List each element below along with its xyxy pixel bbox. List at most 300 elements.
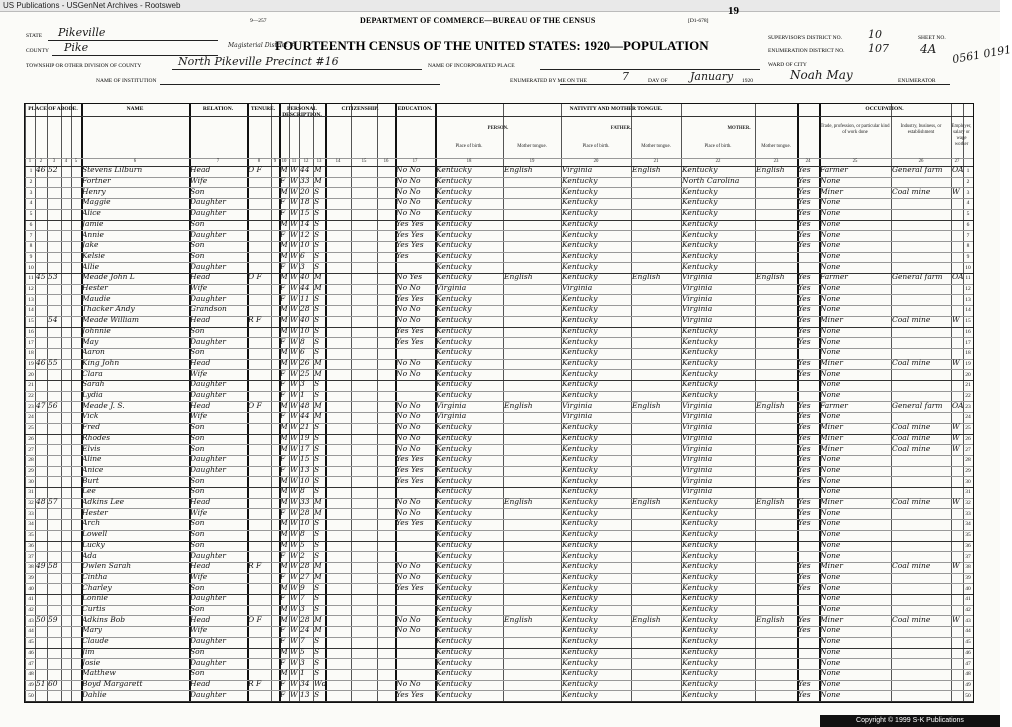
cell-eng: Yes — [798, 614, 811, 624]
cell-sex: F — [280, 379, 286, 389]
cell-read: No No — [396, 283, 421, 293]
cell-house: 46 — [36, 165, 46, 175]
cell-name: Lonnie — [82, 593, 108, 603]
cell-read: No No — [396, 176, 421, 186]
cell-ms: S — [314, 486, 320, 496]
cell-ms: S — [314, 315, 320, 325]
cell-age: 3 — [300, 261, 305, 271]
cell-ind: General farm — [892, 400, 943, 410]
cell-rel: Head — [190, 357, 211, 367]
row-number: 26 — [28, 435, 34, 442]
cell-mpob: Virginia — [682, 486, 713, 496]
cell-pob: Kentucky — [436, 240, 472, 250]
cell-name: Cintha — [82, 571, 108, 581]
cell-name: Meade J. S. — [82, 400, 125, 410]
cell-mpob: Kentucky — [682, 550, 718, 560]
cell-tongue: English — [504, 400, 533, 410]
cell-pob: Kentucky — [436, 261, 472, 271]
cell-ind: Coal mine — [892, 561, 931, 571]
cell-name: Adkins Lee — [82, 497, 125, 507]
occupation-column-header: Trade, profession, or particular kind of work done — [820, 124, 890, 135]
cell-mpob: Kentucky — [682, 539, 718, 549]
cell-ms: S — [314, 250, 320, 260]
cell-pob: Kentucky — [436, 443, 472, 453]
cell-ms: S — [314, 550, 320, 560]
cell-occ: None — [820, 304, 841, 314]
cell-name: Vick — [82, 411, 99, 421]
cell-name: Meade William — [82, 315, 139, 325]
cell-name: Kelsie — [82, 250, 105, 260]
cell-name: King John — [82, 357, 120, 367]
row-number: 3 — [966, 189, 970, 196]
cell-age: 5 — [300, 539, 305, 549]
row-number: 32 — [28, 500, 34, 507]
row-number: 16 — [965, 328, 971, 335]
row-number: 48 — [28, 671, 34, 678]
cell-rel: Head — [190, 678, 211, 688]
cell-ten: O F — [248, 614, 262, 624]
row-number: 14 — [965, 307, 971, 314]
row-number: 25 — [965, 425, 971, 432]
cell-age: 40 — [300, 272, 310, 282]
row-number: 41 — [965, 596, 971, 603]
cell-name: Jim — [82, 646, 95, 656]
cell-race: W — [290, 368, 298, 378]
row-number: 30 — [965, 478, 971, 485]
cell-sex: M — [280, 561, 288, 571]
cell-name: Rhodes — [82, 432, 111, 442]
cell-fpob: Kentucky — [562, 561, 598, 571]
cell-emp: OA — [952, 400, 964, 410]
row-number: 22 — [28, 393, 34, 400]
cell-race: W — [290, 293, 298, 303]
cell-name: Mary — [82, 625, 102, 635]
cell-mpob: Kentucky — [682, 357, 718, 367]
cell-name: Lee — [82, 486, 96, 496]
cell-ten: R F — [248, 561, 262, 571]
cell-rel: Son — [190, 539, 205, 549]
cell-race: W — [290, 272, 298, 282]
supervisor-value: 10 — [868, 28, 882, 41]
cell-eng: Yes — [798, 208, 811, 218]
cell-sex: F — [280, 464, 286, 474]
cell-mpob: Virginia — [682, 443, 713, 453]
cell-pob: Kentucky — [436, 165, 472, 175]
cell-pob: Kentucky — [436, 582, 472, 592]
cell-fpob: Kentucky — [562, 454, 598, 464]
cell-rel: Son — [190, 325, 205, 335]
cell-race: W — [290, 400, 298, 410]
cell-occ: Miner — [820, 432, 843, 442]
cell-mpob: Kentucky — [682, 668, 718, 678]
cell-occ: None — [820, 582, 841, 592]
cell-pob: Virginia — [436, 283, 467, 293]
cell-ten: R F — [248, 678, 262, 688]
cell-rel: Head — [190, 165, 211, 175]
cell-name: Adkins Bob — [82, 614, 126, 624]
cell-race: W — [290, 357, 298, 367]
cell-tongue: English — [504, 165, 533, 175]
row-number: 33 — [28, 510, 34, 517]
cell-rel: Son — [190, 186, 205, 196]
cell-emp: W — [952, 443, 960, 453]
cell-eng: Yes — [798, 197, 811, 207]
cell-age: 10 — [300, 240, 310, 250]
row-number: 1 — [29, 168, 33, 175]
cell-age: 3 — [300, 657, 305, 667]
row-number: 10 — [965, 264, 971, 271]
row-number: 36 — [965, 542, 971, 549]
cell-ms: M — [314, 283, 322, 293]
row-number: 42 — [28, 607, 34, 614]
cell-ms: S — [314, 261, 320, 271]
cell-pob: Kentucky — [436, 561, 472, 571]
cell-sex: M — [280, 539, 288, 549]
cell-fpob: Kentucky — [562, 368, 598, 378]
cell-occ: None — [820, 625, 841, 635]
cell-pob: Kentucky — [436, 486, 472, 496]
cell-fam: 59 — [48, 614, 58, 624]
cell-occ: None — [820, 240, 841, 250]
cell-mpob: Kentucky — [682, 208, 718, 218]
row-number: 3 — [29, 189, 33, 196]
cell-mpob: Virginia — [682, 272, 713, 282]
cell-mtongue: English — [756, 165, 785, 175]
cell-ms: S — [314, 518, 320, 528]
cell-name: Arch — [82, 518, 101, 528]
cell-occ: None — [820, 283, 841, 293]
cell-mpob: Kentucky — [682, 593, 718, 603]
cell-pob: Kentucky — [436, 197, 472, 207]
cell-name: Thacker Andy — [82, 304, 135, 314]
cell-ms: Wd — [314, 678, 327, 688]
cell-fpob: Kentucky — [562, 186, 598, 196]
cell-rel: Son — [190, 250, 205, 260]
cell-sex: M — [280, 529, 288, 539]
cell-fpob: Kentucky — [562, 218, 598, 228]
cell-read: Yes Yes — [396, 240, 424, 250]
cell-name: Maggie — [82, 197, 111, 207]
cell-age: 10 — [300, 325, 310, 335]
cell-read: No No — [396, 625, 421, 635]
enum-district-label: ENUMERATION DISTRICT NO. — [768, 48, 845, 54]
row-number: 37 — [965, 553, 971, 560]
cell-mpob: Virginia — [682, 304, 713, 314]
row-number: 20 — [965, 371, 971, 378]
cell-fpob: Kentucky — [562, 518, 598, 528]
cell-sex: F — [280, 390, 286, 400]
cell-fpob: Kentucky — [562, 443, 598, 453]
cell-rel: Head — [190, 497, 211, 507]
cell-age: 1 — [300, 390, 305, 400]
cell-age: 44 — [300, 411, 310, 421]
cell-name: Jake — [82, 240, 99, 250]
cell-occ: None — [820, 347, 841, 357]
cell-pob: Kentucky — [436, 357, 472, 367]
cell-read: No No — [396, 197, 421, 207]
cell-sex: F — [280, 229, 286, 239]
cell-rel: Daughter — [190, 550, 226, 560]
cell-fpob: Kentucky — [562, 357, 598, 367]
row-number: 5 — [29, 211, 33, 218]
cell-ms: S — [314, 325, 320, 335]
cell-occ: None — [820, 689, 841, 699]
cell-ten: O F — [248, 272, 262, 282]
cell-age: 17 — [300, 443, 310, 453]
row-number: 49 — [965, 681, 971, 688]
cell-race: W — [290, 464, 298, 474]
cell-eng: Yes — [798, 336, 811, 346]
cell-ms: S — [314, 390, 320, 400]
cell-emp: W — [952, 315, 960, 325]
cell-pob: Kentucky — [436, 678, 472, 688]
cell-fpob: Kentucky — [562, 336, 598, 346]
row-number: 36 — [28, 542, 34, 549]
cell-eng: Yes — [798, 689, 811, 699]
cell-fpob: Kentucky — [562, 657, 598, 667]
cell-sex: F — [280, 657, 286, 667]
cell-name: Fortner — [82, 176, 111, 186]
column-number: 16 — [383, 159, 389, 164]
nativity-column-header: Place of birth. — [704, 144, 732, 149]
row-number: 27 — [28, 446, 34, 453]
cell-fpob: Virginia — [562, 283, 593, 293]
cell-pob: Kentucky — [436, 636, 472, 646]
cell-mtongue: English — [756, 497, 785, 507]
cell-read: Yes Yes — [396, 689, 424, 699]
row-number: 42 — [965, 607, 971, 614]
cell-pob: Kentucky — [436, 176, 472, 186]
cell-ftongue: English — [632, 400, 661, 410]
cell-read: No Yes — [396, 272, 423, 282]
column-number: 27 — [954, 159, 960, 164]
cell-house: 49 — [36, 561, 46, 571]
cell-sex: F — [280, 208, 286, 218]
cell-mpob: Kentucky — [682, 197, 718, 207]
column-number: 17 — [412, 159, 418, 164]
cell-sex: F — [280, 176, 286, 186]
cell-race: W — [290, 261, 298, 271]
cell-ten: R F — [248, 315, 262, 325]
cell-occ: None — [820, 390, 841, 400]
row-number: 49 — [28, 681, 34, 688]
cell-mpob: Virginia — [682, 411, 713, 421]
cell-fpob: Kentucky — [562, 422, 598, 432]
cell-sex: M — [280, 347, 288, 357]
cell-age: 15 — [300, 208, 310, 218]
cell-age: 13 — [300, 464, 310, 474]
cell-house: 48 — [36, 497, 46, 507]
row-number: 24 — [28, 414, 34, 421]
cell-name: May — [82, 336, 99, 346]
cell-race: W — [290, 186, 298, 196]
cell-name: Jamie — [82, 218, 104, 228]
cell-fpob: Kentucky — [562, 208, 598, 218]
cell-eng: Yes — [798, 507, 811, 517]
cell-ms: S — [314, 529, 320, 539]
cell-mpob: Kentucky — [682, 336, 718, 346]
cell-age: 8 — [300, 336, 305, 346]
column-number: 20 — [593, 159, 599, 164]
cell-age: 9 — [300, 582, 305, 592]
cell-race: W — [290, 614, 298, 624]
column-group-place-of-abode: PLACE OF ABODE. — [28, 106, 78, 112]
cell-eng: Yes — [798, 176, 811, 186]
census-table — [24, 103, 974, 703]
cell-age: 3 — [300, 379, 305, 389]
cell-mpob: Kentucky — [682, 186, 718, 196]
cell-ms: S — [314, 186, 320, 196]
cell-ms: M — [314, 400, 322, 410]
cell-eng: Yes — [798, 368, 811, 378]
cell-eng: Yes — [798, 582, 811, 592]
cell-eng: Yes — [798, 272, 811, 282]
cell-ms: S — [314, 464, 320, 474]
row-number: 17 — [28, 339, 34, 346]
cell-occ: Miner — [820, 614, 843, 624]
enumerated-underline — [560, 84, 950, 85]
cell-pob: Kentucky — [436, 379, 472, 389]
cell-ms: S — [314, 293, 320, 303]
cell-rel: Daughter — [190, 197, 226, 207]
cell-age: 19 — [300, 432, 310, 442]
row-number: 39 — [965, 574, 971, 581]
row-number: 31 — [28, 489, 34, 496]
cell-mpob: Kentucky — [682, 165, 718, 175]
cell-ind: Coal mine — [892, 497, 931, 507]
cell-fam: 53 — [48, 272, 58, 282]
row-number: 13 — [965, 296, 971, 303]
cell-read: No No — [396, 208, 421, 218]
cell-ms: S — [314, 218, 320, 228]
cell-ind: Coal mine — [892, 357, 931, 367]
cell-ms: M — [314, 507, 322, 517]
row-number: 4 — [29, 200, 33, 207]
cell-fpob: Kentucky — [562, 250, 598, 260]
cell-pob: Kentucky — [436, 250, 472, 260]
cell-mpob: Virginia — [682, 464, 713, 474]
row-number: 34 — [965, 521, 971, 528]
row-number: 44 — [965, 628, 971, 635]
cell-rel: Son — [190, 475, 205, 485]
column-number: 7 — [216, 159, 220, 164]
cell-rel: Son — [190, 646, 205, 656]
cell-age: 15 — [300, 454, 310, 464]
cell-eng: Yes — [798, 165, 811, 175]
cell-pob: Kentucky — [436, 218, 472, 228]
incorporated-label: NAME OF INCORPORATED PLACE — [428, 63, 515, 69]
cell-race: W — [290, 379, 298, 389]
cell-ms: S — [314, 636, 320, 646]
cell-race: W — [290, 582, 298, 592]
occupation-column-header: Employer, salary or wage worker — [951, 124, 972, 147]
cell-ms: M — [314, 411, 322, 421]
cell-occ: None — [820, 678, 841, 688]
cell-race: W — [290, 240, 298, 250]
cell-mpob: Kentucky — [682, 229, 718, 239]
cell-race: W — [290, 443, 298, 453]
cell-age: 7 — [300, 636, 305, 646]
cell-rel: Daughter — [190, 636, 226, 646]
cell-pob: Virginia — [436, 400, 467, 410]
cell-occ: None — [820, 550, 841, 560]
cell-tongue: English — [504, 497, 533, 507]
cell-ind: General farm — [892, 272, 943, 282]
cell-name: Ada — [82, 550, 97, 560]
cell-name: Meade John L — [82, 272, 135, 282]
cell-ms: S — [314, 422, 320, 432]
cell-read: No No — [396, 400, 421, 410]
cell-fpob: Kentucky — [562, 347, 598, 357]
cell-pob: Kentucky — [436, 272, 472, 282]
cell-fpob: Kentucky — [562, 571, 598, 581]
cell-fpob: Kentucky — [562, 261, 598, 271]
cell-occ: None — [820, 197, 841, 207]
cell-fpob: Kentucky — [562, 636, 598, 646]
header-divider — [25, 116, 973, 117]
row-divider — [25, 701, 973, 702]
cell-eng: Yes — [798, 304, 811, 314]
cell-age: 44 — [300, 165, 310, 175]
cell-race: W — [290, 518, 298, 528]
cell-mpob: Kentucky — [682, 604, 718, 614]
township-value: North Pikeville Precinct #16 — [178, 55, 339, 68]
column-group-education: EDUCATION. — [397, 106, 433, 112]
cell-ms: M — [314, 614, 322, 624]
cell-pob: Kentucky — [436, 315, 472, 325]
cell-emp: W — [952, 497, 960, 507]
cell-race: W — [290, 165, 298, 175]
cell-pob: Kentucky — [436, 475, 472, 485]
cell-pob: Kentucky — [436, 529, 472, 539]
cell-rel: Son — [190, 347, 205, 357]
cell-ms: S — [314, 229, 320, 239]
cell-mpob: Kentucky — [682, 250, 718, 260]
cell-age: 11 — [300, 293, 310, 303]
cell-mpob: Kentucky — [682, 529, 718, 539]
cell-fpob: Virginia — [562, 411, 593, 421]
cell-read: Yes Yes — [396, 229, 424, 239]
cell-name: Burt — [82, 475, 99, 485]
cell-sex: M — [280, 400, 288, 410]
cell-occ: None — [820, 379, 841, 389]
cell-eng: Yes — [798, 432, 811, 442]
cell-race: W — [290, 218, 298, 228]
cell-house: 51 — [36, 678, 46, 688]
cell-age: 34 — [300, 678, 310, 688]
cell-mpob: Kentucky — [682, 390, 718, 400]
cell-read: Yes Yes — [396, 293, 424, 303]
row-number: 19 — [28, 360, 34, 367]
cell-name: Clara — [82, 368, 103, 378]
cell-fpob: Kentucky — [562, 293, 598, 303]
column-number: 19 — [529, 159, 535, 164]
row-number: 46 — [965, 649, 971, 656]
cell-read: No No — [396, 678, 421, 688]
cell-mpob: North Carolina — [682, 176, 740, 186]
year-value: 1920 — [742, 78, 753, 84]
row-number: 23 — [28, 403, 34, 410]
cell-sex: M — [280, 422, 288, 432]
cell-read: Yes Yes — [396, 582, 424, 592]
copyright-text: Copyright © 1999 S-K Publications — [856, 717, 964, 724]
department-heading: DEPARTMENT OF COMMERCE—BUREAU OF THE CENSUS — [360, 16, 596, 25]
row-number: 18 — [28, 350, 34, 357]
cell-pob: Kentucky — [436, 368, 472, 378]
cell-fpob: Kentucky — [562, 240, 598, 250]
cell-occ: None — [820, 539, 841, 549]
row-number: 15 — [965, 318, 971, 325]
